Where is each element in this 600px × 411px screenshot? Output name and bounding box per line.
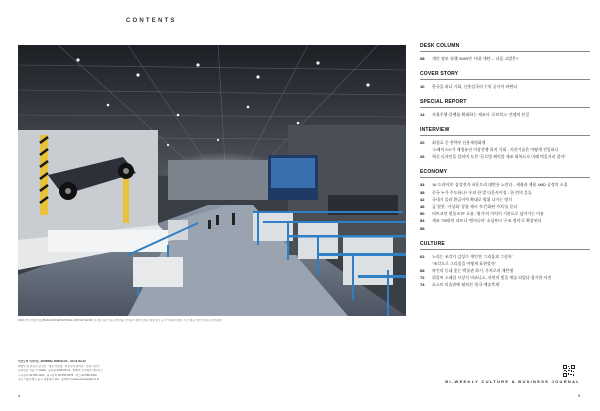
page-ref: 10 [420,84,425,89]
toc-entry[interactable] [420,197,590,202]
toc-entry[interactable] [420,140,590,145]
contents-title: CONTENTS [126,18,177,24]
colophon-line: 구독문의 02-555-1234 · 광고문의 02-555-5678 · 팩스 02-555-0000 [18,373,97,377]
toc-entry[interactable] [420,275,590,280]
page-ref: 68 [420,267,425,273]
section-heading: INTERVIEW [420,127,590,136]
page-ref: 38 [420,189,425,195]
colophon-line: 발행인 겸 편집인 김진호 · 대표 이한경 · 편집국장 최기환 · 편집 이상수 [18,364,100,368]
section-heading: DESK COLUMN [420,43,590,52]
toc-entry[interactable] [420,218,590,223]
section-heading: COVER STORY [420,71,590,80]
toc-entry[interactable] [420,154,590,159]
page-ref: 20 [420,140,425,145]
page-ref: 50 [420,211,425,217]
toc-entry[interactable] [420,147,590,152]
entry-title: '스페이스X'가 재정유산 이상전쟁 하지 기회 - 지산기술은 어떻게 진입하나 [432,147,559,153]
toc-entry[interactable] [420,282,590,287]
colophon [18,360,348,383]
entry-title: 혁신 디자인을 입히며 도전 "글로벌 레이블 제조 회복으로 미래 먹을거리 찾자" [432,154,566,160]
entry-title: 최성호 중 전략부 신용재정화형 [432,140,486,145]
page-ref: 74 [420,282,425,288]
toc-entry[interactable] [420,204,590,209]
entry-title: 위플씨 스페셜 시상식 비즈니스, 자연의 빛을 예술 되었다 참가한 사진 [432,275,552,281]
toc-section-cover-story [420,71,590,89]
entry-title: 금 열풍, '가상화' 상품 제시 '토큰화된 가치'를 묻다 [432,203,518,209]
toc-entry[interactable] [420,112,590,117]
page-ref: 46 [420,203,425,209]
page-ref: 72 [420,275,425,281]
toc-section-desk-column [420,43,590,61]
entry-title: 포스트 미술관에 펼쳐진 '한국 예술축제' [432,282,500,288]
toc-entry[interactable] [420,84,590,89]
page-number-right: 5 [578,393,581,398]
toc-section-culture [420,241,590,288]
toc-entry[interactable] [420,56,590,61]
toc-entry[interactable] [420,254,590,259]
page-ref: 42 [420,196,425,202]
page-ref: 54 [420,218,425,224]
page-ref: 58 [420,225,425,231]
toc-section-special-report [420,99,590,117]
toc-section-interview [420,127,590,159]
entry-title: 색조 '70배'의 파트너 '엔비디아' 소싱부터 '구조 정의'로 확장된다 [432,218,542,224]
table-of-contents [420,43,590,297]
entry-title: 차인의 동네 꽃는 박물관 하기, 가치로의 재탄생 [432,267,514,273]
page-number-left: 4 [18,393,21,398]
page-ref: 14 [420,112,425,117]
entry-title: 'AI 드라이브' 삼성전자 파운드리 대반등 노린다 - 세율과 제품 4MD 공정의 소집 [432,182,568,188]
photo-caption: 2026 부산국제모터쇼(BUSAN INTERNATIONAL MOTOR SHOW) 전시장 내부 모습. 관람객을 맞이하기 위한 조명과 대형 전시 공간이 펼쳐져 있다. 사진 제공: 부산모터쇼 조직위원회 [18,319,222,322]
page-ref: 62 [420,253,425,259]
toc-entry[interactable] [420,182,590,187]
toc-entry[interactable] [420,261,590,266]
section-heading: CULTURE [420,241,590,250]
toc-section-economy [420,169,590,230]
qr-code-icon[interactable] [563,364,575,376]
section-heading: ECONOMY [420,169,590,178]
entry-title: 노리는 조각가 김성수 개인전 '그리움과 그림자' [432,253,513,259]
section-heading: SPECIAL REPORT [420,99,590,108]
colophon-line: 주소 서울특별시 중구 세종대로 110 · 홈페이지 www.econinsight.co.kr [18,378,100,381]
colophon-line: 등록번호 서울 다 10426 · 등록일 2009.05.12 · 발행처 주식회사 에디터스 [18,369,103,372]
toc-entry[interactable] [420,190,590,195]
page-ref: 34 [420,182,425,188]
toc-entry[interactable] [420,226,590,231]
exhibition-hall-photo [18,45,406,316]
page-ref: 08 [420,56,425,61]
journal-tagline: BI-WEEKLY CULTURE & BUSINESS JOURNAL [445,379,580,384]
entry-title: 국내기 플러 환급이력 확대로 방위 나가는 방식 [432,196,513,202]
toc-entry[interactable] [420,211,590,216]
entry-title: 비트코인 현물 ETF 흐름, '월가'의 이익이 기관으로 넘어가는 이유 [432,211,544,217]
toc-entry[interactable] [420,268,590,273]
entry-title: 개인 정보 '유출 5000만 시대' 개탄… 다음 고발은? [432,56,519,61]
entry-title: "조각으로 그리움을 어떻게 표현할까" [432,260,497,266]
page-ref: 26 [420,154,425,160]
colophon-line: 이코노미 인사이트 JOURNAL 2026.01.01 ~ 03.14 Vol.43 [18,360,86,363]
entry-title: 중국 누가 주도하나? 우리 한 발 다운사이징 - 한 번의 흔들 [432,189,532,195]
entry-title: 자율주행·플랫폼 확대하는 제조사 '로보틱스' 전쟁의 본질 [432,112,530,117]
entry-title: 한국을 떠나 기회, 신흥강국의 수익 공식이 바뀐다 [432,84,518,89]
